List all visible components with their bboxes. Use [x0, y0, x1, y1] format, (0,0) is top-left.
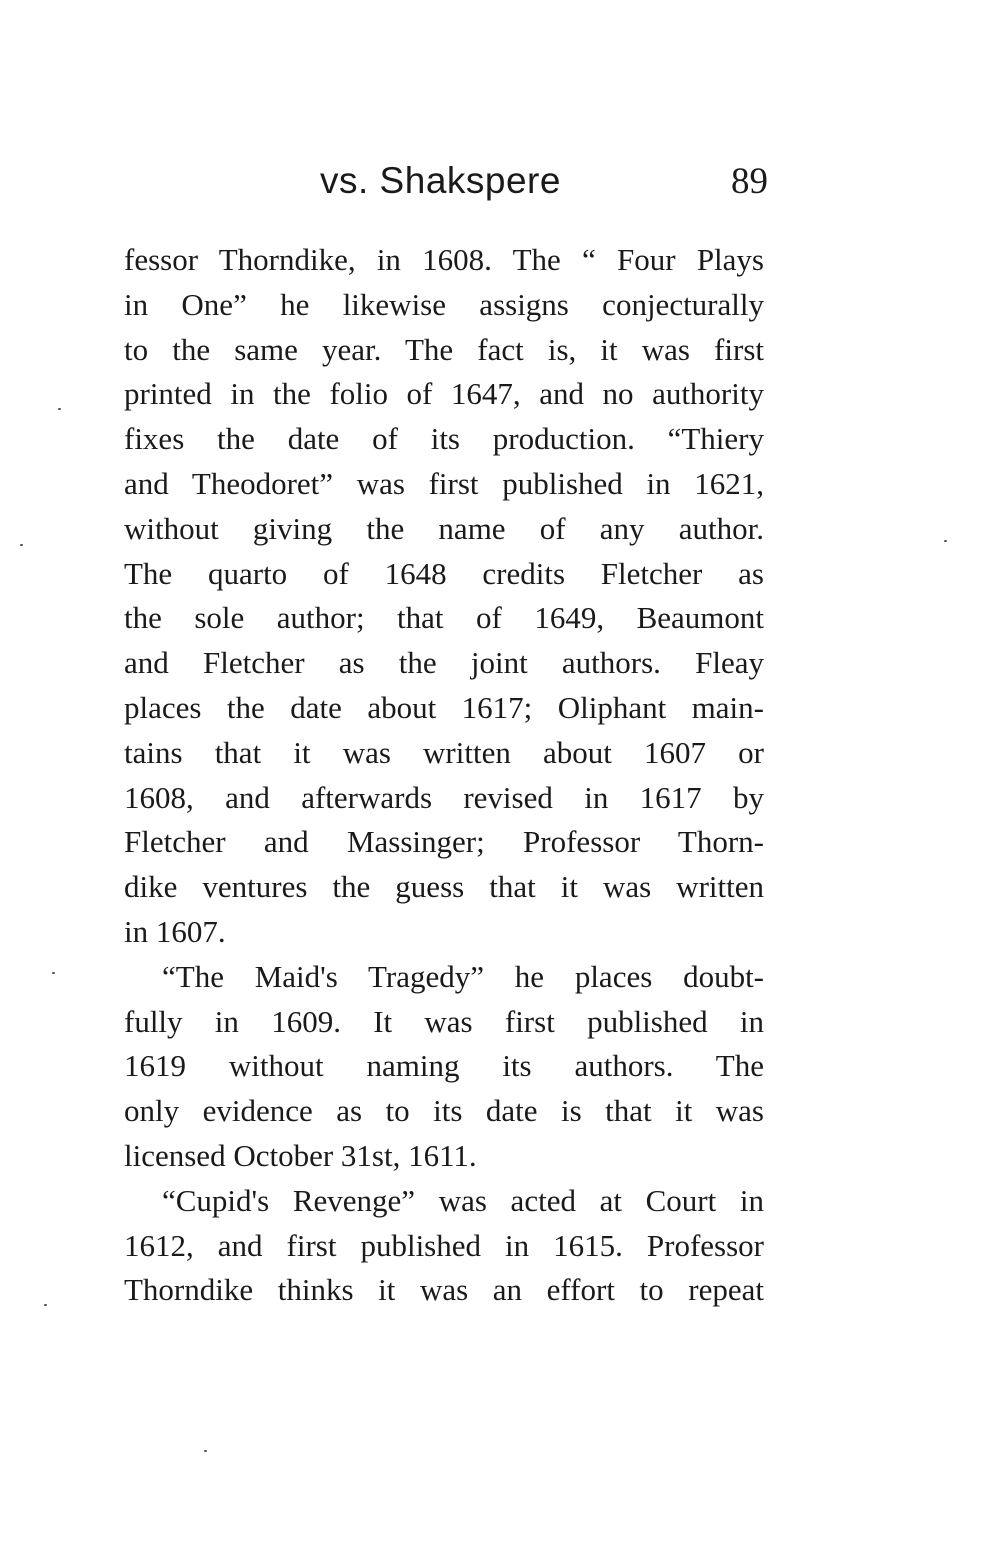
text-line: and Fletcher as the joint authors. Fleay	[124, 645, 764, 681]
text-line: “The Maid's Tragedy” he places doubt-	[162, 958, 764, 994]
scan-speck	[58, 408, 61, 410]
text-line: to the same year. The fact is, it was first	[124, 331, 764, 367]
text-line: places the date about 1617; Oliphant main-	[124, 689, 764, 725]
text-line: in One” he likewise assigns conjecturally	[124, 286, 764, 322]
scan-speck	[20, 544, 23, 546]
scan-speck	[44, 1304, 47, 1306]
text-line: fessor Thorndike, in 1608. The “ Four Plays	[124, 242, 764, 277]
scan-speck	[52, 972, 55, 974]
text-line: 1612, and first published in 1615. Professor	[124, 1227, 764, 1263]
text-line: fixes the date of its production. “Thiery	[124, 421, 764, 457]
text-line: and Theodoret” was first published in 1621,	[124, 465, 764, 501]
scan-speck	[944, 540, 947, 542]
paragraph-1	[124, 238, 764, 955]
paragraph-2	[124, 955, 764, 1179]
text-line: only evidence as to its date is that it was	[124, 1093, 764, 1129]
page-number: 89	[731, 161, 768, 202]
text-line: tains that it was written about 1607 or	[124, 734, 764, 770]
text-line: Thorndike thinks it was an effort to repeat	[124, 1272, 764, 1308]
text-line: licensed October 31st, 1611.	[124, 1137, 477, 1173]
text-line: Fletcher and Massinger; Professor Thorn-	[124, 824, 764, 860]
text-line: the sole author; that of 1649, Beaumont	[124, 600, 764, 636]
text-line: “Cupid's Revenge” was acted at Court in	[162, 1182, 764, 1218]
running-head	[122, 160, 768, 210]
text-line: The quarto of 1648 credits Fletcher as	[124, 555, 764, 591]
body-text	[124, 238, 764, 1313]
text-line: 1619 without naming its authors. The	[124, 1048, 764, 1084]
text-line: in 1607.	[124, 913, 226, 949]
text-line: fully in 1609. It was first published in	[124, 1003, 764, 1039]
text-line: 1608, and afterwards revised in 1617 by	[124, 779, 764, 815]
scan-speck	[204, 1450, 207, 1452]
text-line: without giving the name of any author.	[124, 510, 764, 546]
paragraph-3	[124, 1179, 764, 1313]
text-line: printed in the folio of 1647, and no authority	[124, 376, 764, 412]
running-title: vs. Shakspere	[320, 160, 561, 201]
text-line: dike ventures the guess that it was written	[124, 869, 764, 905]
